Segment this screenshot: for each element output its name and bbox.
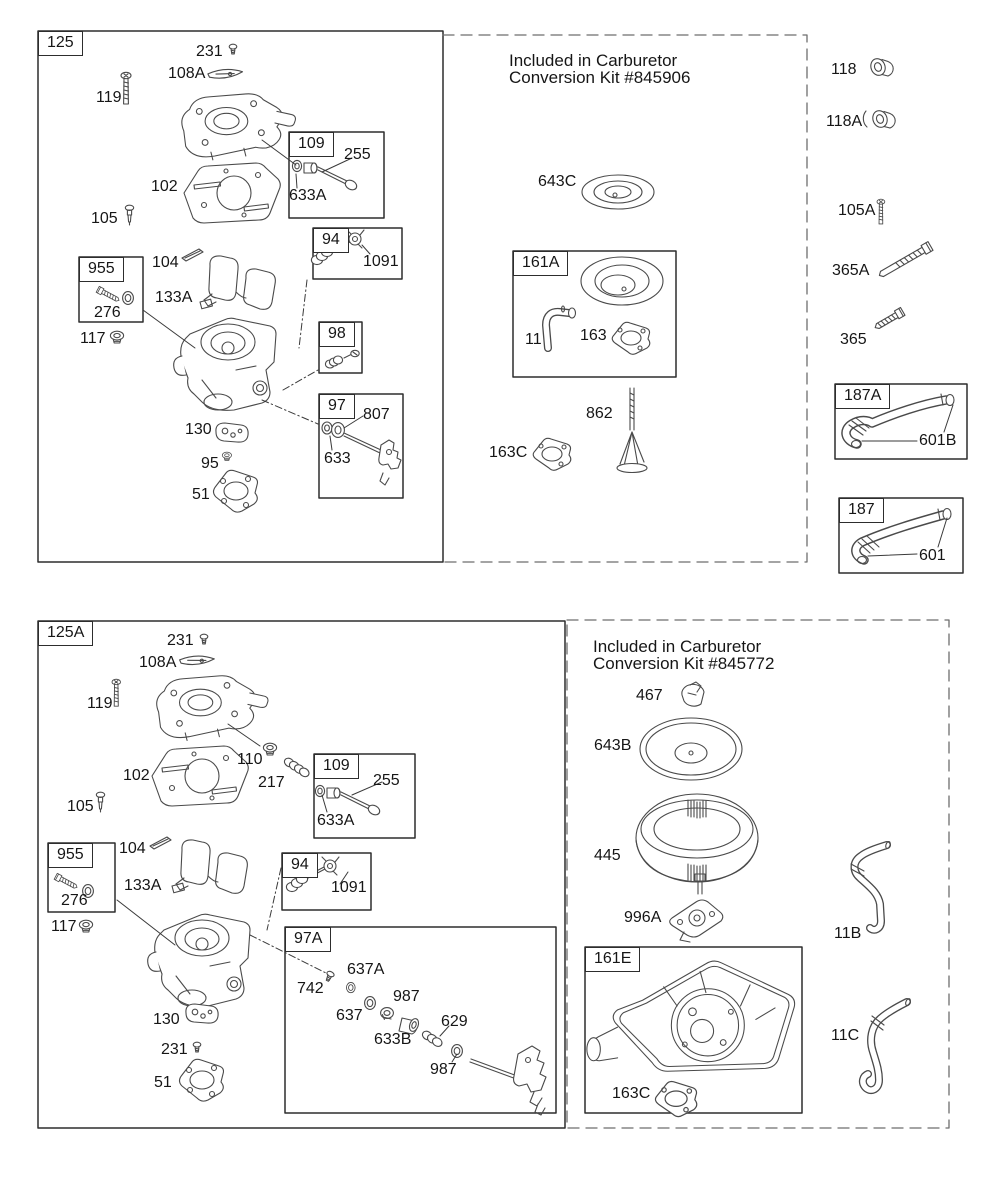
callout-130: 130 [153, 1011, 180, 1028]
gasket-plate-102-icon [152, 746, 248, 806]
callout-105A: 105A [838, 202, 876, 219]
callout-51: 51 [154, 1074, 172, 1091]
callout-11C: 11C [831, 1027, 860, 1044]
diaphragm-643C-icon [582, 175, 654, 209]
pin-104-icon [150, 837, 171, 849]
callout-163C: 163C [612, 1085, 651, 1102]
screw-231-icon [200, 634, 208, 644]
callout-102: 102 [151, 178, 178, 195]
kit-845772-note-line2: Conversion Kit #845772 [593, 654, 775, 673]
bolt-365A-icon [877, 242, 933, 280]
callout-601: 601 [919, 547, 946, 564]
callout-231: 231 [167, 632, 194, 649]
bolt-365-icon [873, 307, 905, 331]
kit-845906-note-line1: Included in Carburetor [509, 51, 678, 70]
nut-95-icon [222, 452, 231, 460]
screw-231-icon [229, 44, 237, 54]
box-98-tag: 98 [319, 322, 355, 347]
gasket-51-icon [180, 1059, 224, 1101]
kit-845772-note [593, 638, 774, 672]
plate-130-icon [216, 423, 248, 442]
callout-276: 276 [61, 892, 88, 909]
choke-plate-108A-icon [207, 66, 242, 81]
callout-102: 102 [123, 767, 150, 784]
gasket-51-icon [214, 470, 258, 512]
callout-1091: 1091 [363, 253, 399, 270]
top-kit-art [533, 175, 663, 473]
valve-105-icon [125, 205, 133, 225]
cap-118-icon [869, 57, 894, 78]
nut-117-icon [79, 920, 92, 932]
gasket-plate-102-icon [184, 163, 280, 223]
hose-11C-icon [863, 998, 911, 1090]
bottom-kit-art [587, 682, 911, 1117]
callout-118A: 118A [826, 113, 863, 130]
callout-217: 217 [258, 774, 285, 791]
box-109-top-tag: 109 [289, 132, 334, 157]
right-column-art [846, 57, 957, 564]
box-955-top-tag: 955 [79, 257, 124, 282]
carburetor-body-icon [174, 318, 276, 410]
box-94-bottom-tag: 94 [282, 853, 318, 878]
gasket-163-icon [612, 322, 650, 354]
callout-633: 633 [324, 450, 351, 467]
callout-117: 117 [80, 330, 106, 347]
kit-845906-note-line2: Conversion Kit #845906 [509, 68, 691, 87]
callout-130: 130 [185, 421, 212, 438]
screw-retainer-862-icon [617, 388, 647, 473]
nut-110-icon [263, 743, 276, 755]
box-187A-tag: 187A [835, 384, 890, 409]
frame-125-tag: 125 [38, 31, 83, 56]
callout-365: 365 [840, 331, 867, 348]
oring-987-icon [452, 1045, 463, 1058]
callout-119: 119 [96, 89, 122, 106]
callout-637A: 637A [347, 961, 385, 978]
callout-133A: 133A [124, 877, 162, 894]
spring-629-icon [421, 1029, 444, 1048]
box-161A-tag: 161A [513, 251, 568, 276]
callout-133A: 133A [155, 289, 193, 306]
callout-601B: 601B [919, 432, 957, 449]
callout-637: 637 [336, 1007, 363, 1024]
callout-996A: 996A [624, 909, 662, 926]
callout-104: 104 [119, 840, 146, 857]
callout-105: 105 [91, 210, 118, 227]
knob-467-icon [682, 682, 704, 706]
box-97A-outline [285, 927, 556, 1113]
callout-633A: 633A [289, 187, 327, 204]
top-carburetor-art [96, 44, 401, 512]
callout-11B: 11B [834, 925, 862, 942]
box-187-tag: 187 [839, 498, 884, 523]
callout-255: 255 [373, 772, 400, 789]
callout-445: 445 [594, 847, 621, 864]
callout-11: 11 [525, 331, 542, 348]
air-filter-445-icon [636, 794, 758, 882]
box-161E-tag: 161E [585, 947, 640, 972]
carburetor-body-icon [148, 914, 250, 1006]
choke-plate-108A-icon [179, 652, 214, 669]
callout-104: 104 [152, 254, 179, 271]
callout-118: 118 [831, 61, 857, 78]
callout-1091: 1091 [331, 879, 367, 896]
callout-163: 163 [580, 327, 607, 344]
callout-117: 117 [51, 918, 77, 935]
gasket-163C-bottom-icon [655, 1081, 696, 1116]
valve-105-icon [96, 792, 104, 812]
box-109-bottom-tag: 109 [314, 754, 359, 779]
callout-742: 742 [297, 980, 324, 997]
callout-643B: 643B [594, 737, 632, 754]
gasket-163C-top-icon [533, 438, 571, 470]
frame-125A-tag: 125A [38, 621, 93, 646]
callout-633B: 633B [374, 1031, 412, 1048]
callout-95: 95 [201, 455, 219, 472]
pin-104-icon [182, 249, 203, 261]
callout-255: 255 [344, 146, 371, 163]
cap-118A-icon [863, 109, 895, 130]
callout-643C: 643C [538, 173, 577, 190]
carburetor-cover-icon [157, 676, 268, 741]
callout-108A: 108A [168, 65, 206, 82]
throttle-kit-97A-icons [324, 970, 546, 1115]
box-97A-tag: 97A [285, 927, 331, 952]
plate-130-icon [186, 1004, 218, 1023]
callout-231: 231 [161, 1041, 188, 1058]
bolt-oring-955-icon [96, 286, 133, 304]
callout-108A: 108A [139, 654, 177, 671]
hose-11B-icon [851, 841, 891, 930]
screw-119-icon [121, 72, 131, 104]
callout-119: 119 [87, 695, 113, 712]
diaphragm-161A-icon [581, 257, 663, 305]
callout-629: 629 [441, 1013, 468, 1030]
kit-845772-note-line1: Included in Carburetor [593, 637, 762, 656]
callout-807: 807 [363, 406, 390, 423]
nut-987-icon [381, 1008, 394, 1020]
box-94-top-tag: 94 [313, 228, 349, 253]
callout-633A: 633A [317, 812, 355, 829]
callout-365A: 365A [832, 262, 870, 279]
screw-231-icon [193, 1042, 201, 1052]
box-97-tag: 97 [319, 394, 355, 419]
screw-119-icon [112, 679, 121, 706]
spring-screw-98-icon [325, 350, 359, 368]
throttle-bracket-icon [514, 1046, 546, 1115]
callout-110: 110 [237, 751, 263, 768]
float-133A-icon [200, 256, 275, 309]
throttle-shaft-icon [470, 1059, 520, 1080]
elbow-11-icon [546, 306, 576, 348]
oring-637A-icon [346, 982, 355, 992]
nut-117-icon [110, 331, 123, 343]
screw-105A-icon [877, 199, 885, 224]
callout-987: 987 [393, 988, 420, 1005]
carburetor-top-996A-icon [670, 874, 723, 942]
screw-742-icon [324, 970, 335, 982]
kit-845906-note [509, 52, 690, 86]
carburetor-cover-icon [182, 94, 296, 160]
callout-276: 276 [94, 304, 121, 321]
callout-862: 862 [586, 405, 613, 422]
box-955-bottom-tag: 955 [48, 843, 93, 868]
float-133A-icon [172, 840, 247, 893]
callout-51: 51 [192, 486, 210, 503]
spring-217-icon [283, 756, 311, 778]
washer-637-icon [365, 997, 376, 1010]
callout-467: 467 [636, 687, 663, 704]
callout-105: 105 [67, 798, 94, 815]
callout-231: 231 [196, 43, 223, 60]
callout-987: 987 [430, 1061, 457, 1078]
air-cleaner-base-161E-icon [587, 961, 795, 1071]
air-cleaner-cover-643B-icon [640, 718, 742, 780]
callout-163C: 163C [489, 444, 528, 461]
